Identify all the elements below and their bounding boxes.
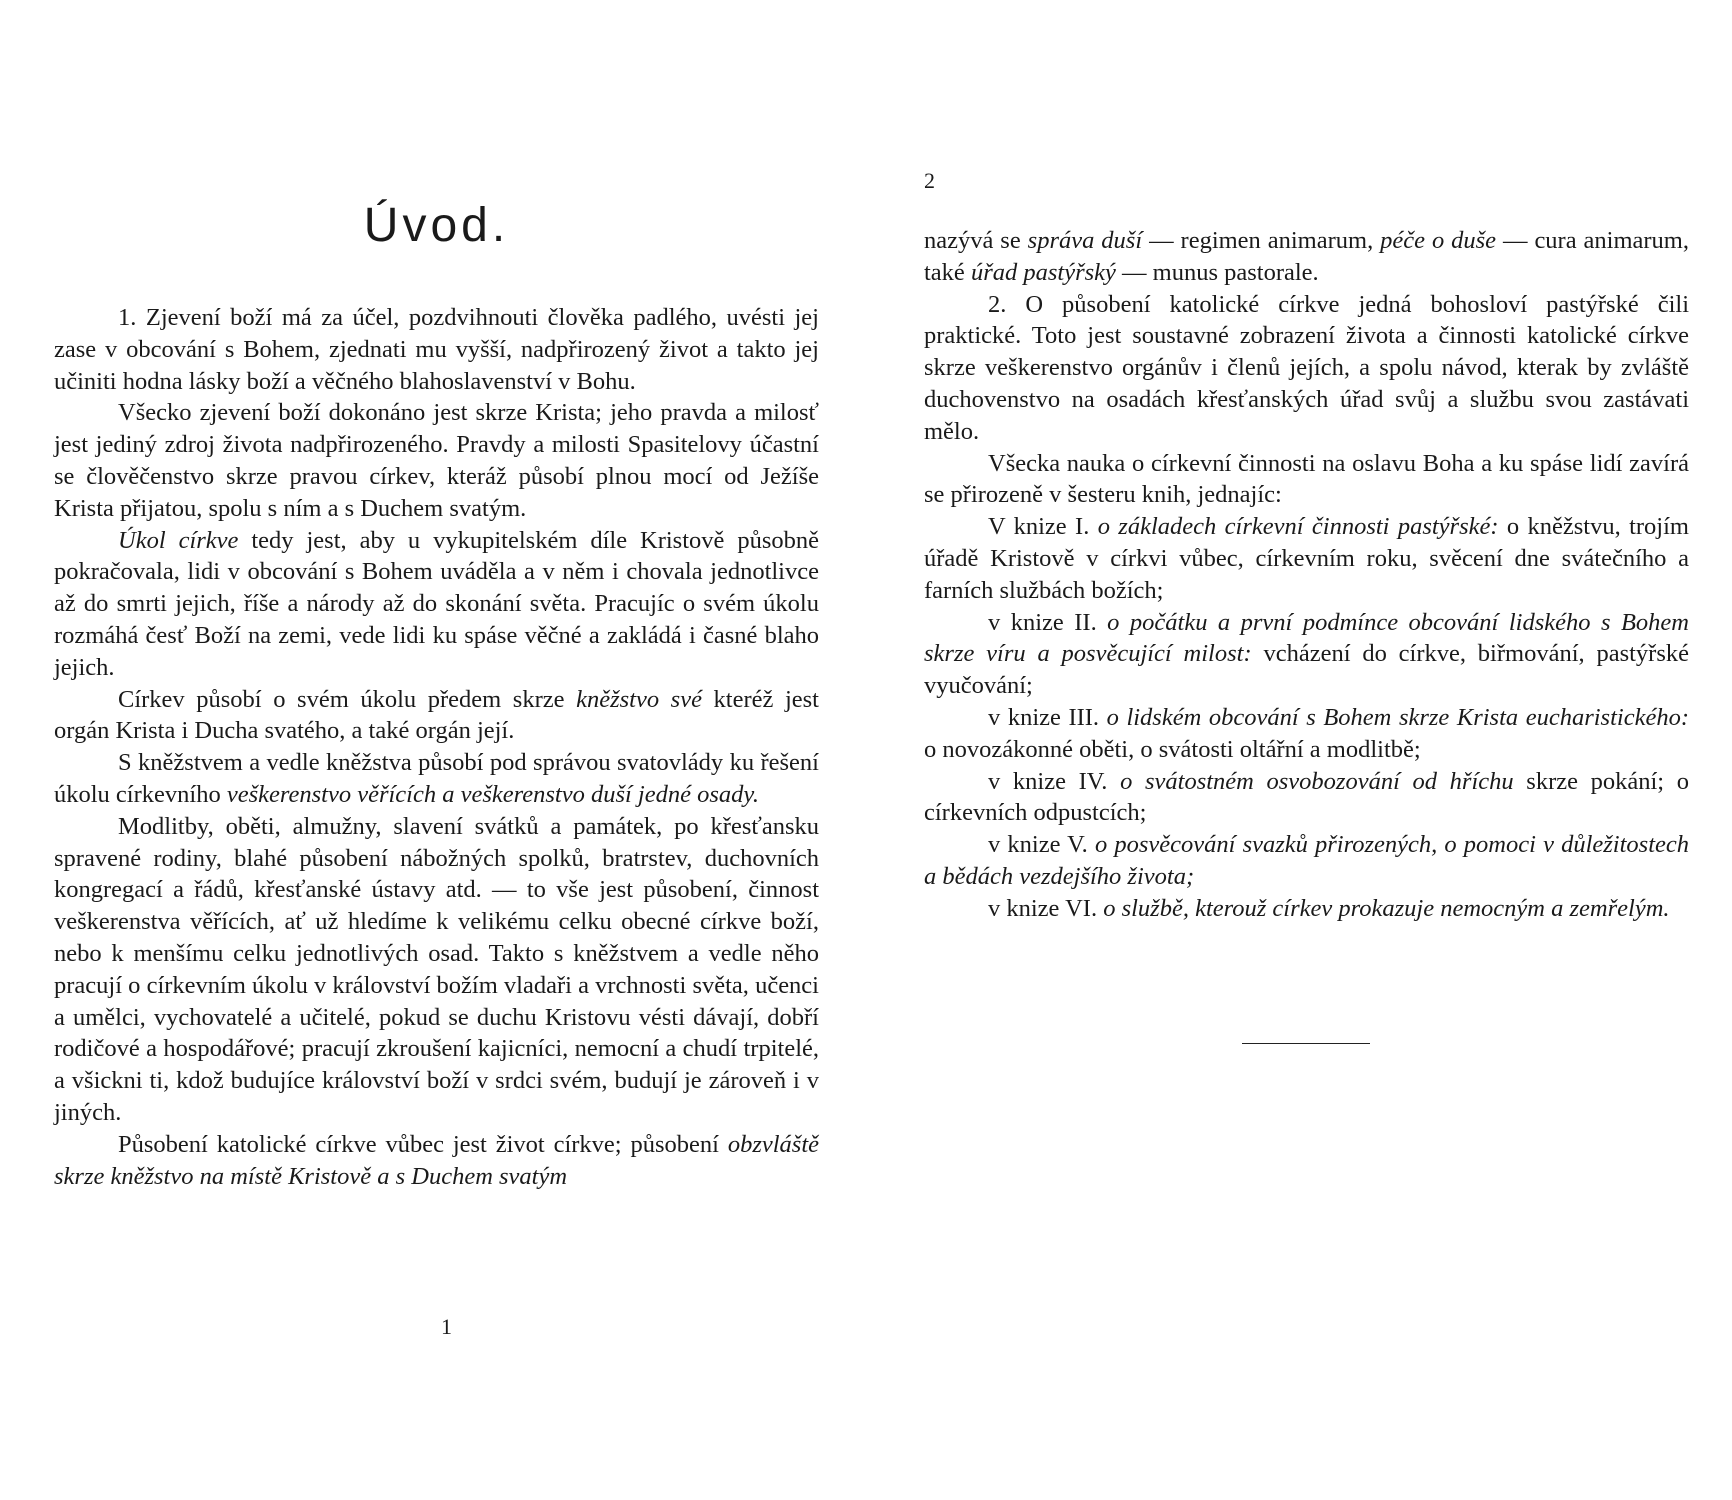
text-run: Všecka nauka o církevní činnosti na oslavu Boha a ku spáse lidí zavírá se přirozeně v šesteru knih, jednajíc:	[924, 449, 1689, 509]
paragraph	[924, 448, 1689, 512]
paragraph	[924, 702, 1689, 766]
emphasized-text: správa duší	[1027, 227, 1143, 254]
emphasized-text: péče o duše	[1380, 227, 1497, 254]
left-page-body	[54, 302, 819, 1192]
text-run: — munus pastorale.	[1115, 258, 1319, 286]
paragraph	[924, 511, 1689, 606]
emphasized-text: veškerenstvo věřících a veškerenstvo duší jedné osady.	[226, 780, 760, 808]
paragraph	[924, 893, 1689, 925]
paragraph	[54, 684, 819, 748]
paragraph	[54, 397, 819, 524]
text-run: kteréž jest orgán Krista i Ducha svatého, a také orgán její.	[54, 685, 819, 745]
text-run: S kněžstvem a vedle kněžstva působí pod správou svatovlády ku řešení úkolu církevního	[54, 749, 819, 808]
paragraph	[924, 766, 1689, 830]
page-number-right: 2	[924, 168, 935, 193]
emphasized-text: o počátku a první podmínce obcování lidského s Bohem skrze víru a posvěcující milost:	[924, 608, 1689, 668]
emphasized-text: o svátostném osvobozování od hříchu	[1120, 767, 1514, 795]
paragraph	[54, 302, 819, 397]
page-number-left: 1	[441, 1314, 452, 1339]
chapter-title: Úvod.	[363, 199, 510, 252]
text-run: skrze pokání; o církevních odpustcích;	[924, 767, 1690, 827]
text-run: o novozákonné oběti, o svátosti oltářní a modlitbě;	[924, 735, 1421, 763]
section-end-rule	[1242, 1043, 1370, 1044]
text-run: Všecko zjevení boží dokonáno jest skrze Krista; jeho pravda a milosť jest jediný zdroj života nadpřirozeného. Pravdy a milosti Spasitelovy účastní se člověčenstvo skrze pravou církev, kteráž působí plnou mocí od Ježíše Krista přijatou, spolu s ním a s Duchem svatým.	[54, 399, 819, 522]
right-page-body	[924, 225, 1689, 925]
text-run: v knize II.	[988, 608, 1108, 636]
emphasized-text: o základech církevní činnosti pastýřské:	[1097, 513, 1499, 541]
paragraph	[54, 747, 819, 811]
emphasized-text: o posvěcování svazků přirozených, o pomoci v důležitostech a bědách vezdejšího života;	[924, 831, 1689, 890]
text-run: nazývá se	[924, 227, 1028, 254]
paragraph	[924, 225, 1689, 289]
emphasized-text: kněžstvo své	[576, 685, 702, 713]
emphasized-text: Úkol církve	[118, 526, 239, 554]
text-run: o kněžstvu, trojím úřadě Kristově v církvi vůbec, církevním roku, svěcení dne svátečního a farních službách božích;	[924, 513, 1689, 604]
text-run: tedy jest, aby u vykupitelském díle Kristově působně pokračovala, lidi v obcování s Bohem uváděla a v něm i chovala jednotlivce až do smrti jejich, říše a národy až do skonání světa. Pracujíc o svém úkolu rozmáhá česť Boží na zemi, vede lidi ku spáse věčné a zakládá i časné blaho jejich.	[54, 526, 820, 681]
paragraph	[924, 289, 1689, 448]
text-run: v knize IV.	[988, 767, 1121, 795]
emphasized-text: o službě, kterouž církev prokazuje nemocným a zemřelým.	[1103, 894, 1670, 922]
emphasized-text: obzvláště skrze kněžstvo na místě Kristově a s Duchem svatým	[54, 1130, 819, 1190]
text-run: 1. Zjevení boží má za účel, pozdvihnouti člověka padlého, uvésti jej zase v obcování s Bohem, zjednati mu vyšší, nadpřirozený život a takto jej učiniti hodna lásky boží a věčného blahoslavenství v Bohu.	[54, 304, 819, 395]
text-run: v knize VI.	[988, 894, 1104, 922]
paragraph	[54, 525, 819, 684]
emphasized-text: úřad pastýřský	[970, 258, 1116, 286]
text-run: 2. O působení katolické církve jedná bohosloví pastýřské čili praktické. Toto jest soustavné zobrazení života a činnosti katolické církve skrze veškerenstvo orgánův i členů jejích, a spolu návod, kterak by zvláště duchovenstvo na osadách křesťanských úřad svůj a službu svou zastávati mělo.	[924, 290, 1689, 445]
paragraph	[54, 811, 819, 1129]
paragraph	[924, 829, 1689, 893]
text-run: Církev působí o svém úkolu předem skrze	[118, 685, 577, 713]
text-run: v knize V.	[988, 831, 1095, 859]
paragraph	[54, 1129, 819, 1193]
emphasized-text: o lidském obcování s Bohem skrze Krista eucharistického:	[1106, 703, 1689, 731]
paragraph	[924, 607, 1689, 702]
text-run: Působení katolické církve vůbec jest život církve; působení	[118, 1130, 728, 1158]
text-run: Modlitby, oběti, almužny, slavení svátků a památek, po křesťansku spravené rodiny, blahé působení nábožných spolků, bratrstev, duchovních kongregací a řádů, křesťanské ústavy atd. — to vše jest působení, činnost veškerenstva věřících, ať už hledíme k velikému celku obecné církve boží, nebo k menšímu celku jednotlivých osad. Takto s kněžstvem a vedle něho pracují o církevním úkolu v království božím vladaři a vrchnosti světa, učenci a umělci, vychovatelé a učitelé, pokud se duchu Kristovu vésti dávají, dobří rodičové a hospodářové; pracují zkroušení kajicníci, nemocní a chudí trpitelé, a všickni ti, kdož budujíce království boží v srdci svém, budují je zároveň i v jiných.	[54, 812, 819, 1126]
text-run: vcházení do církve, biřmování, pastýřské vyučování;	[924, 640, 1689, 700]
text-run: V knize I.	[988, 513, 1098, 541]
text-run: — regimen animarum,	[1142, 227, 1381, 254]
text-run: — cura animarum, také	[924, 227, 1689, 286]
text-run: v knize III.	[988, 703, 1107, 731]
